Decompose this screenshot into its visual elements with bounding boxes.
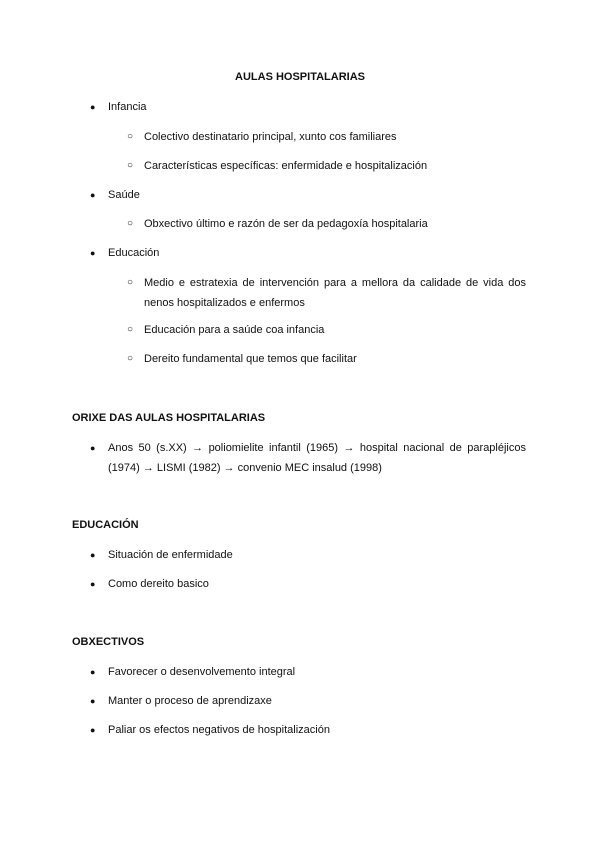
list-item-educacion: Educación [108,247,160,259]
bullet-icon: ● [90,579,96,589]
sub-list-item: Educación para a saúde coa infancia [144,324,325,336]
sub-list-item: Colectivo destinatario principal, xunto cos familiares [144,131,397,143]
list-item: Paliar os efectos negativos de hospitalización [108,724,330,736]
list-item: Anos 50 (s.XX) → poliomielite infantil (1965) → hospital nacional de parapléjicos (1974) → LISMI (1982) → convenio MEC insalud (1998) [108,442,526,474]
section-heading-obxectivos: OBXECTIVOS [72,636,145,648]
list-item: Favorecer o desenvolvemento integral [108,666,296,678]
circle-bullet-icon: ○ [127,277,134,288]
section-heading-educacion: EDUCACIÓN [72,519,139,531]
circle-bullet-icon: ○ [127,353,134,364]
bullet-icon: ● [90,190,96,200]
list-item: Situación de enfermidade [108,549,233,561]
bullet-icon: ● [90,696,96,706]
bullet-icon: ● [90,248,96,258]
list-item-infancia: Infancia [108,101,147,113]
bullet-icon: ● [90,550,96,560]
circle-bullet-icon: ○ [127,131,134,142]
bullet-icon: ● [90,443,96,453]
circle-bullet-icon: ○ [127,324,134,335]
sub-list-item: Medio e estratexia de intervención para a mellora da calidade de vida dos nenos hospitalizados e enfermos [144,277,526,309]
circle-bullet-icon: ○ [127,218,134,229]
circle-bullet-icon: ○ [127,160,134,171]
bullet-icon: ● [90,725,96,735]
sub-list-item: Características específicas: enfermidade e hospitalización [144,160,428,172]
document-title: AULAS HOSPITALARIAS [235,71,365,83]
list-item: Como dereito basico [108,578,209,590]
list-item-saude: Saúde [108,189,140,201]
bullet-icon: ● [90,102,96,112]
bullet-icon: ● [90,667,96,677]
list-item: Manter o proceso de aprendizaxe [108,695,272,707]
section-heading-orixe: ORIXE DAS AULAS HOSPITALARIAS [72,412,266,424]
sub-list-item: Dereito fundamental que temos que facilitar [144,353,357,365]
sub-list-item: Obxectivo último e razón de ser da pedagoxía hospitalaria [144,218,428,230]
